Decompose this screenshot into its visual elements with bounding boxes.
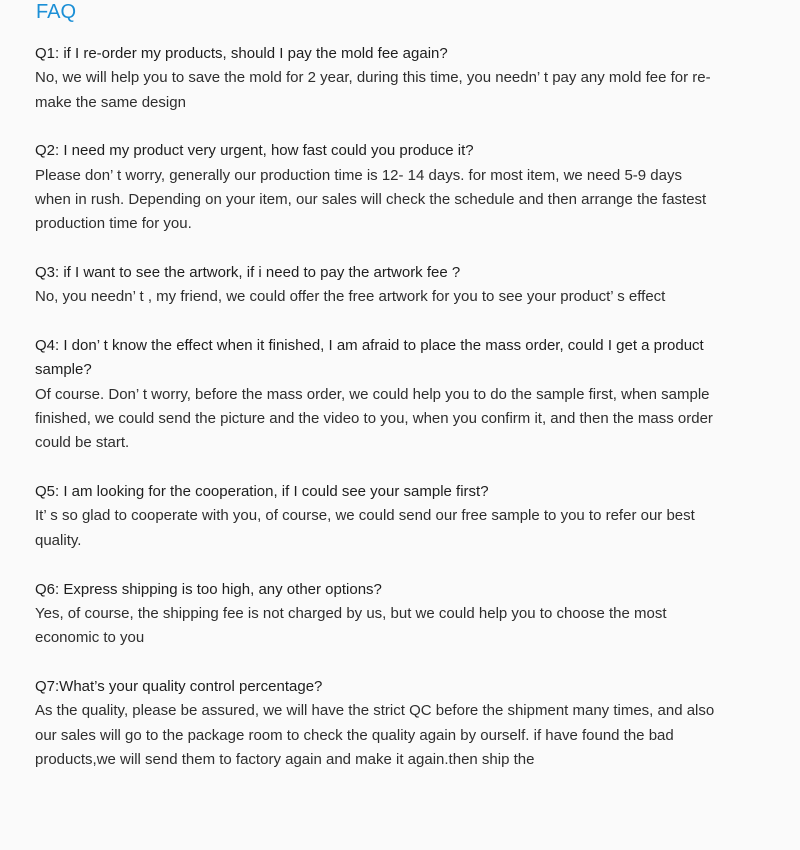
- faq-answer: No, we will help you to save the mold for 2 year, during this time, you needn’ t pay any mold fee for re-make the same design: [35, 69, 711, 111]
- faq-item-q4: [35, 334, 718, 455]
- faq-item-q7: [35, 675, 719, 772]
- faq-question: Q6: Express shipping is too high, any other options?: [35, 580, 382, 598]
- faq-answer: It’ s so glad to cooperate with you, of course, we could send our free sample to you to refer our best quality.: [35, 507, 699, 549]
- faq-item-q3: [35, 261, 715, 310]
- faq-answer: Yes, of course, the shipping fee is not charged by us, but we could help you to choose the most economic to you: [35, 604, 671, 647]
- faq-item-q5: [35, 480, 715, 553]
- faq-list: [35, 42, 719, 797]
- faq-question: Q7:What’s your quality control percentage?: [35, 677, 323, 695]
- faq-question: Q2: I need my product very urgent, how fast could you produce it?: [35, 142, 474, 160]
- faq-answer: Of course. Don’ t worry, before the mass order, we could help you to do the sample first, when sample finished, we could send the picture and the video to you, when you confirm it, and then the mass order could be start.: [35, 385, 718, 452]
- faq-item-q1: [35, 42, 715, 115]
- faq-question: Q1: if I re-order my products, should I pay the mold fee again?: [35, 45, 448, 62]
- faq-item-q2: [35, 139, 715, 236]
- faq-answer: No, you needn’ t , my friend, we could offer the free artwork for you to see your product’ s effect: [35, 288, 666, 306]
- faq-question: Q4: I don’ t know the effect when it finished, I am afraid to place the mass order, could I get a product sample?: [35, 337, 708, 379]
- faq-answer: As the quality, please be assured, we will have the strict QC before the shipment many times, and also our sales will go to the package room to check the quality again by ourself. if have found the bad products,we will send them to factory again and make it again.then ship the: [35, 702, 719, 768]
- faq-question: Q3: if I want to see the artwork, if i need to pay the artwork fee ?: [35, 264, 461, 282]
- faq-answer: Please don’ t worry, generally our production time is 12- 14 days. for most item, we need 5-9 days when in rush. Depending on your item, our sales will check the schedule and then arrange the fastest production time for you.: [35, 166, 711, 233]
- faq-item-q6: [35, 578, 715, 651]
- page-title: FAQ: [36, 1, 77, 23]
- faq-question: Q5: I am looking for the cooperation, if I could see your sample first?: [35, 483, 489, 501]
